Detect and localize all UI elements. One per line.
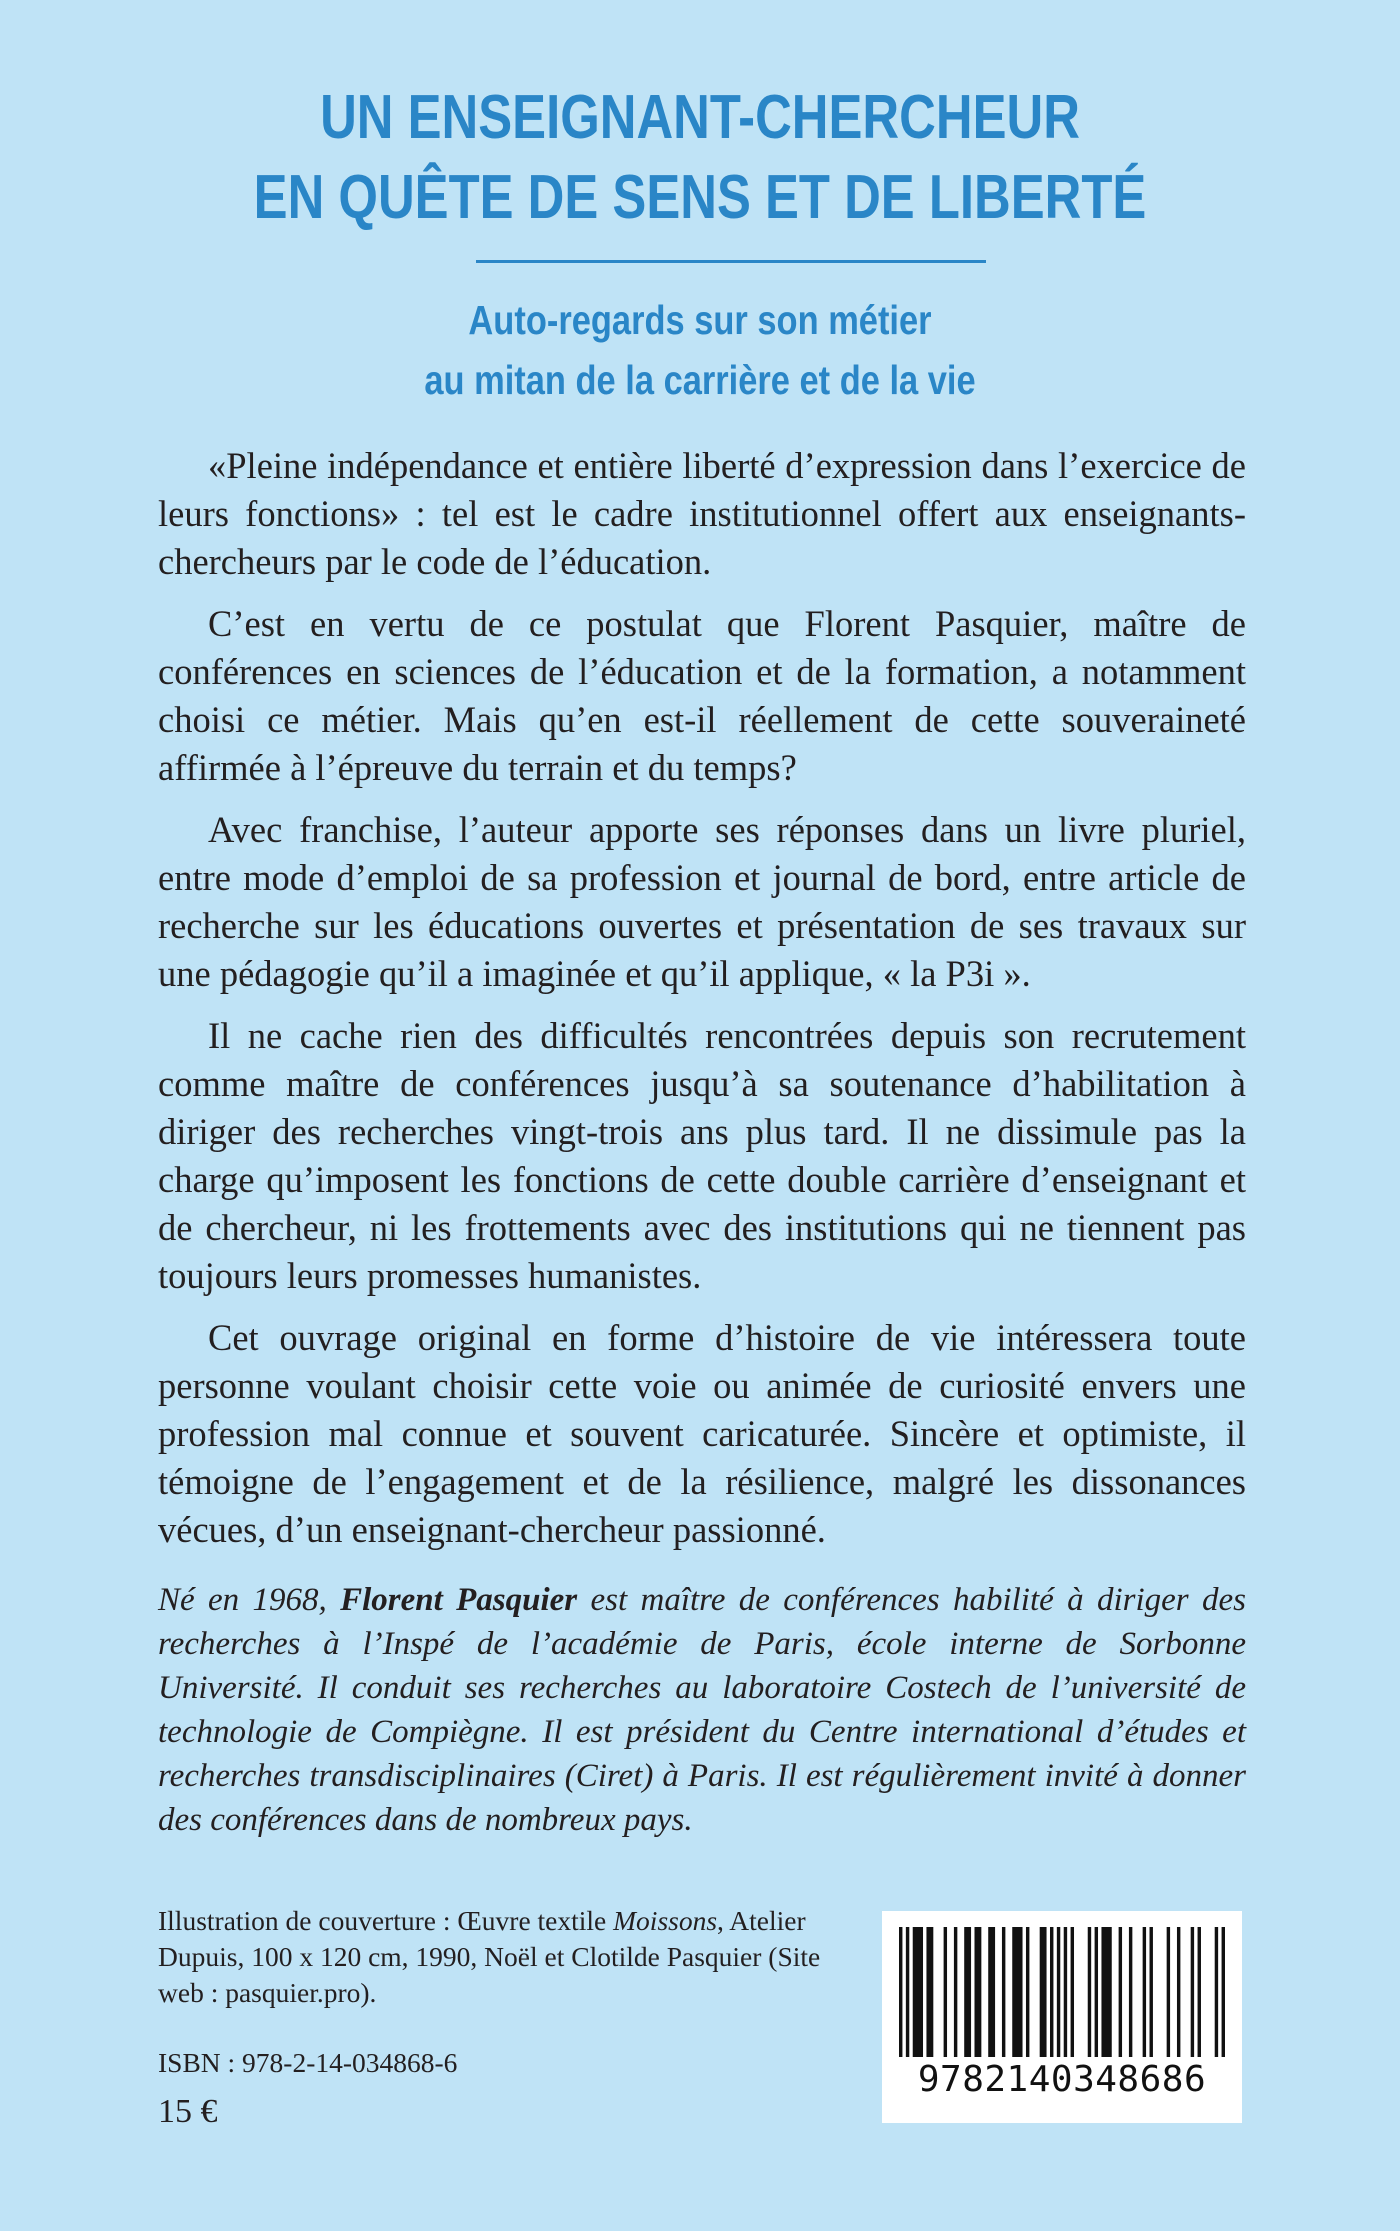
- cover-credits: [158, 1903, 858, 2011]
- barcode-bar: [1167, 1927, 1170, 2057]
- barcode: [882, 1911, 1242, 2123]
- barcode-bar: [1050, 1927, 1053, 2057]
- barcode-bar: [974, 1927, 981, 2057]
- barcode-bar: [1177, 1927, 1180, 2057]
- subtitle-line-1: Auto-regards sur son métier: [468, 297, 932, 343]
- artwork-title: Moissons: [613, 1905, 718, 1936]
- barcode-bar: [1129, 1927, 1132, 2057]
- blurb-paragraph: «Pleine indépendance et entière liberté d’expression dans l’exercice de leurs fonctions» : tel est le cadre institutionnel offert aux enseignants-chercheurs par le code de l’éducation.: [158, 445, 1246, 582]
- barcode-bar: [954, 1927, 957, 2057]
- barcode-bar: [1215, 1927, 1218, 2057]
- price: 15 €: [158, 2093, 218, 2130]
- barcode-bar: [913, 1927, 923, 2057]
- author-bio: [158, 1578, 1246, 1842]
- barcode-bar: [964, 1927, 971, 2057]
- bio-text: est maître de conférences habilité à diriger des recherches à l’Inspé de l’académie de Paris, école interne de Sorbonne Université. Il conduit ses recherches au laboratoire Costech de l’université de technologie de Compiègne. Il est président du Centre international d’études et recherches transdisciplinaires (Ciret) à Paris. Il est régulièrement invité à donner des conférences dans de nombreux pays.: [158, 1582, 1246, 1838]
- barcode-bar: [944, 1927, 947, 2057]
- barcode-bar: [1071, 1927, 1074, 2057]
- barcode-bar: [1119, 1927, 1122, 2057]
- barcode-bar: [1222, 1927, 1225, 2057]
- barcode-bar: [1012, 1927, 1022, 2057]
- barcode-bar: [899, 1927, 902, 2057]
- barcode-bar: [1095, 1927, 1098, 2057]
- barcode-bar: [1198, 1927, 1201, 2057]
- barcode-bar: [1002, 1927, 1005, 2057]
- title-line-2: EN QUÊTE DE SENS ET DE LIBERTÉ: [253, 163, 1147, 232]
- blurb: [158, 442, 1246, 1568]
- credits-suffix: , Atelier Dupuis, 100 x 120 cm, 1990, Noël et Clotilde Pasquier (Site web : pasquier.pro).: [158, 1905, 821, 2008]
- barcode-bar: [1026, 1927, 1029, 2057]
- blurb-paragraph: C’est en vertu de ce postulat que Florent Pasquier, maître de conférences en sciences de l’éducation et de la formation, a notamment choisi ce métier. Mais qu’en est-il réellement de cette souveraineté affirmée à l’épreuve du terrain et du temps?: [158, 603, 1246, 788]
- blurb-paragraph: Cet ouvrage original en forme d’histoire de vie intéressera toute personne voulant choisir cette voie ou animée de curiosité envers une profession mal connue et souvent caricaturée. Sincère et optimiste, il témoigne de l’engagement et de la résilience, malgré les dissonances vécues, d’un enseignant-chercheur passionné.: [158, 1317, 1246, 1550]
- blurb-paragraph: Il ne cache rien des difficultés rencontrées depuis son recrutement comme maître de conférences jusqu’à sa soutenance d’habilitation à diriger des recherches vingt-trois ans plus tard. Il ne dissimule pas la charge qu’imposent les fonctions de cette double carrière d’enseignant et de chercheur, ni les frottements avec des institutions qui ne tiennent pas toujours leurs promesses humanistes.: [158, 1015, 1246, 1296]
- barcode-bar: [1191, 1927, 1194, 2057]
- barcode-digits: 9782140348686: [917, 2059, 1207, 2100]
- barcode-bar: [1101, 1927, 1111, 2057]
- book-title: [126, 78, 1274, 238]
- bio-intro: Né en 1968,: [158, 1582, 341, 1618]
- barcode-bar: [988, 1927, 995, 2057]
- blurb-paragraph: Avec franchise, l’auteur apporte ses réponses dans un livre pluriel, entre mode d’emploi de sa profession et journal de bord, entre article de recherche sur les éducations ouvertes et présentation de ses travaux sur une pédagogie qu’il a imaginée et qu’il applique, « la P3i ».: [158, 809, 1246, 994]
- barcode-bar: [1057, 1927, 1060, 2057]
- author-name: Florent Pasquier: [340, 1582, 578, 1618]
- title-line-1: UN ENSEIGNANT-CHERCHEUR: [320, 83, 1080, 152]
- isbn: ISBN : 978-2-14-034868-6: [158, 2047, 458, 2078]
- title-divider: [476, 260, 986, 263]
- barcode-bar: [926, 1927, 933, 2057]
- credits-prefix: Illustration de couverture : Œuvre textile: [158, 1905, 614, 1936]
- barcode-bar: [1064, 1927, 1067, 2057]
- barcode-bar: [1143, 1927, 1146, 2057]
- barcode-bar: [906, 1927, 909, 2057]
- barcode-bar: [1040, 1927, 1047, 2057]
- barcode-bar: [1150, 1927, 1153, 2057]
- subtitle-line-2: au mitan de la carrière et de la vie: [424, 357, 976, 403]
- barcode-bar: [1088, 1927, 1091, 2057]
- book-subtitle: [112, 290, 1288, 410]
- barcode-bars: [899, 1927, 1225, 2057]
